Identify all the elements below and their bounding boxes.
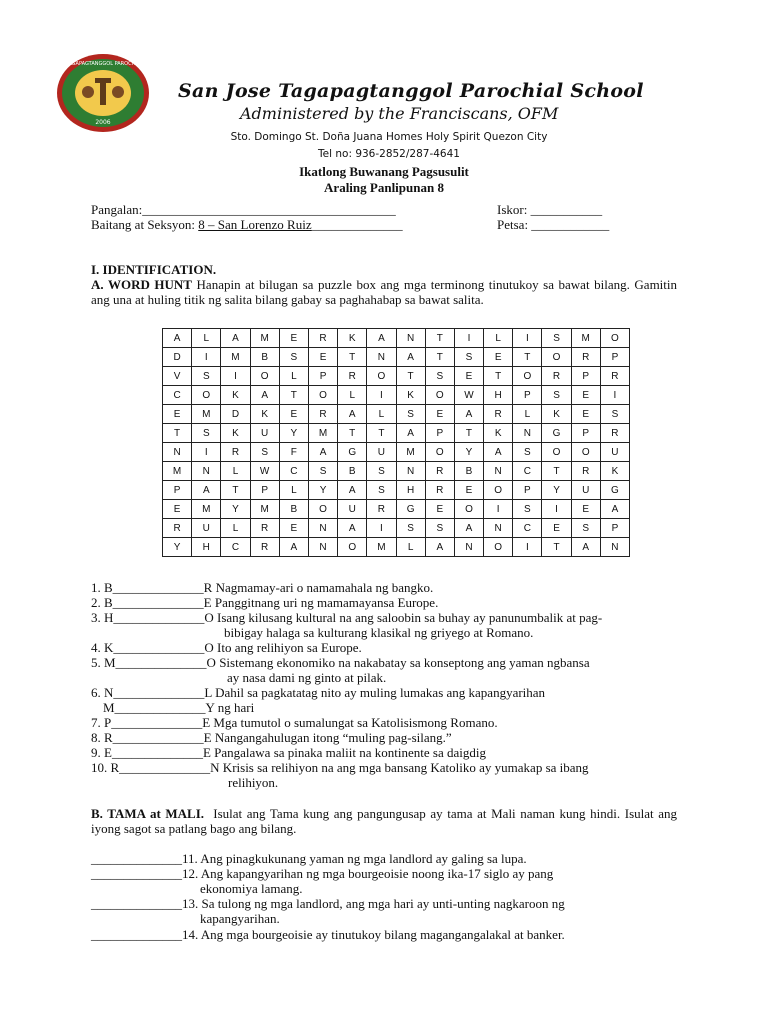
puzzle-cell[interactable]: O xyxy=(571,443,600,462)
puzzle-cell[interactable]: I xyxy=(192,443,221,462)
puzzle-cell[interactable]: O xyxy=(367,367,396,386)
item-10: 10. R______________N Krisis sa relihiyon na ang mga bansang Katoliko ay yumakap sa ibang xyxy=(91,760,589,775)
puzzle-cell[interactable]: A xyxy=(221,329,250,348)
puzzle-cell[interactable]: S xyxy=(542,329,571,348)
puzzle-cell[interactable]: M xyxy=(163,462,192,481)
puzzle-cell[interactable]: R xyxy=(308,405,337,424)
puzzle-cell[interactable]: M xyxy=(250,329,279,348)
puzzle-cell[interactable]: O xyxy=(600,329,629,348)
puzzle-cell[interactable]: N xyxy=(308,538,337,557)
puzzle-cell[interactable]: R xyxy=(484,405,513,424)
puzzle-cell[interactable]: A xyxy=(571,538,600,557)
puzzle-row xyxy=(163,424,630,443)
puzzle-cell[interactable]: R xyxy=(425,481,454,500)
school-name: San Jose Tagapagtanggol Parochial School xyxy=(178,80,644,102)
puzzle-cell[interactable]: O xyxy=(513,367,542,386)
puzzle-cell[interactable]: R xyxy=(221,443,250,462)
puzzle-cell[interactable]: W xyxy=(454,386,483,405)
puzzle-cell[interactable]: R xyxy=(542,367,571,386)
item-1: 1. B______________R Nagmamay-ari o namamahala ng bangko. xyxy=(91,580,434,595)
item-5: 5. M______________O Sistemang ekonomiko na nakabatay sa konseptong ang yaman ngbansa xyxy=(91,655,590,670)
puzzle-cell[interactable]: Y xyxy=(454,443,483,462)
puzzle-cell[interactable]: P xyxy=(163,481,192,500)
logo-text: SAN JOSE TAGAPAGTANGGOL PAROCHIAL SCHOOL xyxy=(40,61,166,67)
puzzle-cell[interactable]: I xyxy=(542,500,571,519)
puzzle-cell[interactable]: K xyxy=(250,405,279,424)
item-6: 6. N______________L Dahil sa pagkatatag nito ay muling lumakas ang kapangyarihan xyxy=(91,685,546,700)
puzzle-cell[interactable]: B xyxy=(338,462,367,481)
puzzle-cell[interactable]: N xyxy=(484,519,513,538)
puzzle-cell[interactable]: P xyxy=(513,386,542,405)
puzzle-cell[interactable]: H xyxy=(484,386,513,405)
puzzle-cell[interactable]: N xyxy=(367,348,396,367)
puzzle-cell[interactable]: F xyxy=(279,443,308,462)
puzzle-cell[interactable]: A xyxy=(396,348,425,367)
puzzle-cell[interactable]: T xyxy=(542,538,571,557)
puzzle-cell[interactable]: T xyxy=(221,481,250,500)
puzzle-cell[interactable]: Y xyxy=(279,424,308,443)
tf-item-13[interactable]: ______________13. Sa tulong ng mga landlord, ang mga hari ay unti-unting nagkaroon ng xyxy=(91,896,565,911)
puzzle-cell[interactable]: A xyxy=(338,519,367,538)
puzzle-cell[interactable]: O xyxy=(542,348,571,367)
puzzle-cell[interactable]: R xyxy=(571,348,600,367)
puzzle-cell[interactable]: M xyxy=(192,500,221,519)
puzzle-cell[interactable]: Y xyxy=(542,481,571,500)
puzzle-cell[interactable]: I xyxy=(454,329,483,348)
school-tel: Tel no: 936-2852/287-4641 xyxy=(318,148,460,160)
section-value: 8 – San Lorenzo Ruiz xyxy=(198,217,312,232)
puzzle-cell[interactable]: T xyxy=(454,424,483,443)
word-hunt-puzzle xyxy=(162,328,630,557)
puzzle-cell[interactable]: T xyxy=(279,386,308,405)
puzzle-cell[interactable]: L xyxy=(484,329,513,348)
section-field[interactable] xyxy=(91,217,403,233)
puzzle-cell[interactable]: O xyxy=(338,538,367,557)
puzzle-cell[interactable]: I xyxy=(367,519,396,538)
puzzle-cell[interactable]: V xyxy=(163,367,192,386)
puzzle-cell[interactable]: K xyxy=(221,386,250,405)
puzzle-cell[interactable]: A xyxy=(163,329,192,348)
puzzle-cell[interactable]: A xyxy=(338,405,367,424)
puzzle-cell[interactable]: P xyxy=(571,367,600,386)
puzzle-cell[interactable]: G xyxy=(396,500,425,519)
puzzle-cell[interactable]: S xyxy=(367,462,396,481)
puzzle-cell[interactable]: U xyxy=(338,500,367,519)
puzzle-cell[interactable]: G xyxy=(338,443,367,462)
puzzle-cell[interactable]: P xyxy=(600,519,629,538)
puzzle-cell[interactable]: K xyxy=(484,424,513,443)
puzzle-cell[interactable]: P xyxy=(250,481,279,500)
word-hunt-instructions xyxy=(91,277,677,307)
puzzle-cell[interactable]: K xyxy=(338,329,367,348)
puzzle-cell[interactable]: T xyxy=(338,348,367,367)
puzzle-cell[interactable]: T xyxy=(338,424,367,443)
puzzle-cell[interactable]: T xyxy=(425,348,454,367)
puzzle-cell[interactable]: U xyxy=(250,424,279,443)
item-8: 8. R______________E Nangangahulugan itong “muling pag-silang.” xyxy=(91,730,452,745)
logo-year: 2006 xyxy=(95,119,111,126)
puzzle-cell[interactable]: S xyxy=(513,443,542,462)
puzzle-cell[interactable]: Y xyxy=(163,538,192,557)
puzzle-cell[interactable]: A xyxy=(454,405,483,424)
puzzle-cell[interactable]: S xyxy=(571,519,600,538)
puzzle-cell[interactable]: I xyxy=(192,348,221,367)
puzzle-cell[interactable]: S xyxy=(542,386,571,405)
puzzle-cell[interactable]: S xyxy=(513,500,542,519)
item-9: 9. E______________E Pangalawa sa pinaka maliit na kontinente sa daigdig xyxy=(91,745,486,760)
score-field[interactable]: Iskor: ___________ xyxy=(497,202,603,217)
puzzle-cell[interactable]: I xyxy=(484,500,513,519)
puzzle-cell[interactable]: S xyxy=(279,348,308,367)
puzzle-cell[interactable]: E xyxy=(425,405,454,424)
puzzle-cell[interactable]: M xyxy=(396,443,425,462)
puzzle-cell[interactable]: A xyxy=(250,386,279,405)
puzzle-cell[interactable]: O xyxy=(308,500,337,519)
puzzle-cell[interactable]: E xyxy=(279,519,308,538)
school-seal-logo xyxy=(40,52,166,134)
puzzle-cell[interactable]: O xyxy=(192,386,221,405)
puzzle-cell[interactable]: A xyxy=(484,443,513,462)
puzzle-row xyxy=(163,481,630,500)
figure-right-icon xyxy=(112,86,124,98)
name-field[interactable]: Pangalan:_______________________________________ xyxy=(91,202,396,217)
puzzle-cell[interactable]: C xyxy=(513,462,542,481)
puzzle-cell[interactable]: R xyxy=(600,424,629,443)
date-field[interactable]: Petsa: ____________ xyxy=(497,217,610,232)
puzzle-cell[interactable]: T xyxy=(513,348,542,367)
puzzle-cell[interactable]: L xyxy=(338,386,367,405)
puzzle-cell[interactable]: M xyxy=(367,538,396,557)
puzzle-cell[interactable]: N xyxy=(396,329,425,348)
puzzle-cell[interactable]: C xyxy=(163,386,192,405)
puzzle-cell[interactable]: E xyxy=(484,348,513,367)
puzzle-cell[interactable]: B xyxy=(279,500,308,519)
puzzle-cell[interactable]: O xyxy=(425,386,454,405)
puzzle-cell[interactable]: L xyxy=(221,519,250,538)
puzzle-cell[interactable]: L xyxy=(279,481,308,500)
puzzle-cell[interactable]: R xyxy=(250,538,279,557)
puzzle-cell[interactable]: L xyxy=(513,405,542,424)
puzzle-cell[interactable]: L xyxy=(396,538,425,557)
puzzle-cell[interactable]: E xyxy=(542,519,571,538)
subject-title: Araling Panlipunan 8 xyxy=(324,180,444,195)
puzzle-cell[interactable]: E xyxy=(425,500,454,519)
puzzle-cell[interactable]: O xyxy=(542,443,571,462)
puzzle-cell[interactable]: L xyxy=(221,462,250,481)
puzzle-cell[interactable]: D xyxy=(163,348,192,367)
puzzle-cell[interactable]: A xyxy=(454,519,483,538)
puzzle-cell[interactable]: L xyxy=(367,405,396,424)
puzzle-row xyxy=(163,329,630,348)
puzzle-row xyxy=(163,462,630,481)
puzzle-cell[interactable]: U xyxy=(600,443,629,462)
puzzle-cell[interactable]: W xyxy=(250,462,279,481)
puzzle-cell[interactable]: B xyxy=(454,462,483,481)
tama-mali-text: Isulat ang Tama kung ang pangungusap ay tama at Mali naman kung hindi. Isulat ang iyong sagot sa patlang bago ang bilang. xyxy=(91,806,677,836)
puzzle-cell[interactable]: E xyxy=(571,386,600,405)
puzzle-cell[interactable]: E xyxy=(571,405,600,424)
puzzle-cell[interactable]: E xyxy=(308,348,337,367)
puzzle-cell[interactable]: P xyxy=(571,424,600,443)
puzzle-cell[interactable]: E xyxy=(454,481,483,500)
tf-item-11[interactable]: ______________11. Ang pinagkukunang yaman ng mga landlord ay galing sa lupa. xyxy=(91,851,527,866)
puzzle-cell[interactable]: M xyxy=(250,500,279,519)
puzzle-cell[interactable]: T xyxy=(484,367,513,386)
puzzle-cell[interactable]: C xyxy=(279,462,308,481)
puzzle-row xyxy=(163,500,630,519)
puzzle-cell[interactable]: S xyxy=(396,405,425,424)
puzzle-cell[interactable]: M xyxy=(571,329,600,348)
tama-mali-heading: B. TAMA at MALI. xyxy=(91,806,205,821)
puzzle-row xyxy=(163,367,630,386)
puzzle-cell[interactable]: N xyxy=(484,462,513,481)
puzzle-cell[interactable]: E xyxy=(279,405,308,424)
puzzle-cell[interactable]: N xyxy=(308,519,337,538)
puzzle-cell[interactable]: M xyxy=(308,424,337,443)
puzzle-cell[interactable]: I xyxy=(513,538,542,557)
puzzle-cell[interactable]: E xyxy=(454,367,483,386)
administered-by: Administered by the Franciscans, OFM xyxy=(240,104,559,123)
puzzle-row xyxy=(163,405,630,424)
puzzle-cell[interactable]: L xyxy=(279,367,308,386)
puzzle-cell[interactable]: T xyxy=(367,424,396,443)
section-blank: ______________ xyxy=(311,217,403,232)
puzzle-cell[interactable]: N xyxy=(513,424,542,443)
puzzle-cell[interactable]: H xyxy=(396,481,425,500)
puzzle-cell[interactable]: U xyxy=(367,443,396,462)
puzzle-cell[interactable]: T xyxy=(542,462,571,481)
puzzle-cell[interactable]: K xyxy=(542,405,571,424)
puzzle-cell[interactable]: S xyxy=(367,481,396,500)
puzzle-cell[interactable]: A xyxy=(308,443,337,462)
puzzle-cell[interactable]: A xyxy=(338,481,367,500)
puzzle-row xyxy=(163,348,630,367)
puzzle-cell[interactable]: R xyxy=(163,519,192,538)
puzzle-cell[interactable]: U xyxy=(192,519,221,538)
tf-item-14[interactable]: ______________14. Ang mga bourgeoisie ay tinutukoy bilang magangangalakal at banker. xyxy=(91,927,565,942)
puzzle-cell[interactable]: A xyxy=(600,500,629,519)
tf-item-13-continued: kapangyarihan. xyxy=(200,911,280,926)
puzzle-cell[interactable]: O xyxy=(484,481,513,500)
puzzle-cell[interactable]: A xyxy=(367,329,396,348)
item-10-continued: relihiyon. xyxy=(228,775,279,790)
puzzle-cell[interactable]: P xyxy=(425,424,454,443)
puzzle-cell[interactable]: E xyxy=(163,500,192,519)
puzzle-cell[interactable]: A xyxy=(192,481,221,500)
puzzle-cell[interactable]: O xyxy=(484,538,513,557)
puzzle-cell[interactable]: N xyxy=(192,462,221,481)
puzzle-cell[interactable]: S xyxy=(396,519,425,538)
puzzle-cell[interactable]: R xyxy=(250,519,279,538)
puzzle-cell[interactable]: H xyxy=(192,538,221,557)
puzzle-cell[interactable]: R xyxy=(425,462,454,481)
puzzle-cell[interactable]: A xyxy=(396,424,425,443)
puzzle-cell[interactable]: D xyxy=(221,405,250,424)
puzzle-cell[interactable]: L xyxy=(192,329,221,348)
figure-left-icon xyxy=(82,86,94,98)
puzzle-cell[interactable]: P xyxy=(513,481,542,500)
puzzle-cell[interactable]: S xyxy=(600,405,629,424)
puzzle-row xyxy=(163,519,630,538)
item-3-continued: bibigay halaga sa kulturang klasikal ng griyego at Romano. xyxy=(224,625,534,640)
puzzle-cell[interactable]: N xyxy=(396,462,425,481)
puzzle-cell[interactable]: O xyxy=(454,500,483,519)
item-6-continued: M______________Y ng hari xyxy=(103,700,255,715)
puzzle-cell[interactable]: R xyxy=(308,329,337,348)
puzzle-cell[interactable]: M xyxy=(221,348,250,367)
word-hunt-heading: A. WORD HUNT xyxy=(91,277,192,292)
puzzle-cell[interactable]: C xyxy=(221,538,250,557)
school-address: Sto. Domingo St. Doña Juana Homes Holy Spirit Quezon City xyxy=(230,131,548,143)
tf-item-12[interactable]: ______________12. Ang kapangyarihan ng mga bourgeoisie noong ika-17 siglo ay pang xyxy=(91,866,554,881)
puzzle-cell[interactable]: E xyxy=(279,329,308,348)
item-5-continued: ay nasa dami ng ginto at pilak. xyxy=(227,670,387,685)
puzzle-cell[interactable]: G xyxy=(542,424,571,443)
word-hunt-text: Hanapin at bilugan sa puzzle box ang mga terminong tinutukoy sa bawat bilang. Gamitin ang una at huling titik ng salita bilang gabay sa paghahabap sa bawat salita. xyxy=(91,277,678,307)
puzzle-cell[interactable]: T xyxy=(163,424,192,443)
puzzle-cell[interactable]: K xyxy=(396,386,425,405)
puzzle-cell[interactable]: M xyxy=(192,405,221,424)
puzzle-cell[interactable]: P xyxy=(308,367,337,386)
puzzle-row xyxy=(163,443,630,462)
puzzle-cell[interactable]: S xyxy=(192,367,221,386)
puzzle-cell[interactable]: R xyxy=(367,500,396,519)
puzzle-cell[interactable]: T xyxy=(425,329,454,348)
puzzle-cell[interactable]: K xyxy=(600,462,629,481)
puzzle-row xyxy=(163,386,630,405)
puzzle-cell[interactable]: N xyxy=(454,538,483,557)
tf-item-12-continued: ekonomiya lamang. xyxy=(200,881,303,896)
tama-mali-instructions xyxy=(91,806,677,836)
puzzle-cell[interactable]: S xyxy=(192,424,221,443)
exam-title: Ikatlong Buwanang Pagsusulit xyxy=(299,164,469,179)
puzzle-cell[interactable]: I xyxy=(367,386,396,405)
puzzle-cell[interactable]: I xyxy=(513,329,542,348)
puzzle-cell[interactable]: N xyxy=(163,443,192,462)
puzzle-cell[interactable]: R xyxy=(338,367,367,386)
puzzle-cell[interactable]: N xyxy=(600,538,629,557)
puzzle-cell[interactable]: E xyxy=(163,405,192,424)
puzzle-cell[interactable]: Y xyxy=(308,481,337,500)
puzzle-cell[interactable]: I xyxy=(221,367,250,386)
puzzle-cell[interactable]: S xyxy=(454,348,483,367)
puzzle-cell[interactable]: R xyxy=(571,462,600,481)
puzzle-cell[interactable]: O xyxy=(250,367,279,386)
puzzle-row xyxy=(163,538,630,557)
item-3: 3. H______________O Isang kilusang kultural na ang saloobin sa buhay ay panunumbalik at pag- xyxy=(91,610,603,625)
puzzle-cell[interactable]: A xyxy=(279,538,308,557)
item-7: 7. P______________E Mga tumutol o sumalungat sa Katolisismong Romano. xyxy=(91,715,498,730)
puzzle-cell[interactable]: R xyxy=(600,367,629,386)
puzzle-cell[interactable]: S xyxy=(308,462,337,481)
puzzle-cell[interactable]: A xyxy=(425,538,454,557)
item-4: 4. K______________O Ito ang relihiyon sa Europe. xyxy=(91,640,362,655)
section-identification-heading: I. IDENTIFICATION. xyxy=(91,262,217,277)
puzzle-cell[interactable]: I xyxy=(600,386,629,405)
puzzle-cell[interactable]: S xyxy=(425,519,454,538)
puzzle-cell[interactable]: G xyxy=(600,481,629,500)
item-2: 2. B______________E Panggitnang uri ng mamamayansa Europe. xyxy=(91,595,439,610)
puzzle-cell[interactable]: Y xyxy=(221,500,250,519)
puzzle-cell[interactable]: S xyxy=(250,443,279,462)
puzzle-cell[interactable]: T xyxy=(396,367,425,386)
puzzle-cell[interactable]: O xyxy=(308,386,337,405)
puzzle-cell[interactable]: P xyxy=(600,348,629,367)
section-label: Baitang at Seksyon: xyxy=(91,217,199,232)
puzzle-cell[interactable]: O xyxy=(425,443,454,462)
puzzle-cell[interactable]: E xyxy=(571,500,600,519)
puzzle-cell[interactable]: S xyxy=(425,367,454,386)
puzzle-cell[interactable]: K xyxy=(221,424,250,443)
puzzle-cell[interactable]: B xyxy=(250,348,279,367)
puzzle-cell[interactable]: U xyxy=(571,481,600,500)
puzzle-cell[interactable]: C xyxy=(513,519,542,538)
